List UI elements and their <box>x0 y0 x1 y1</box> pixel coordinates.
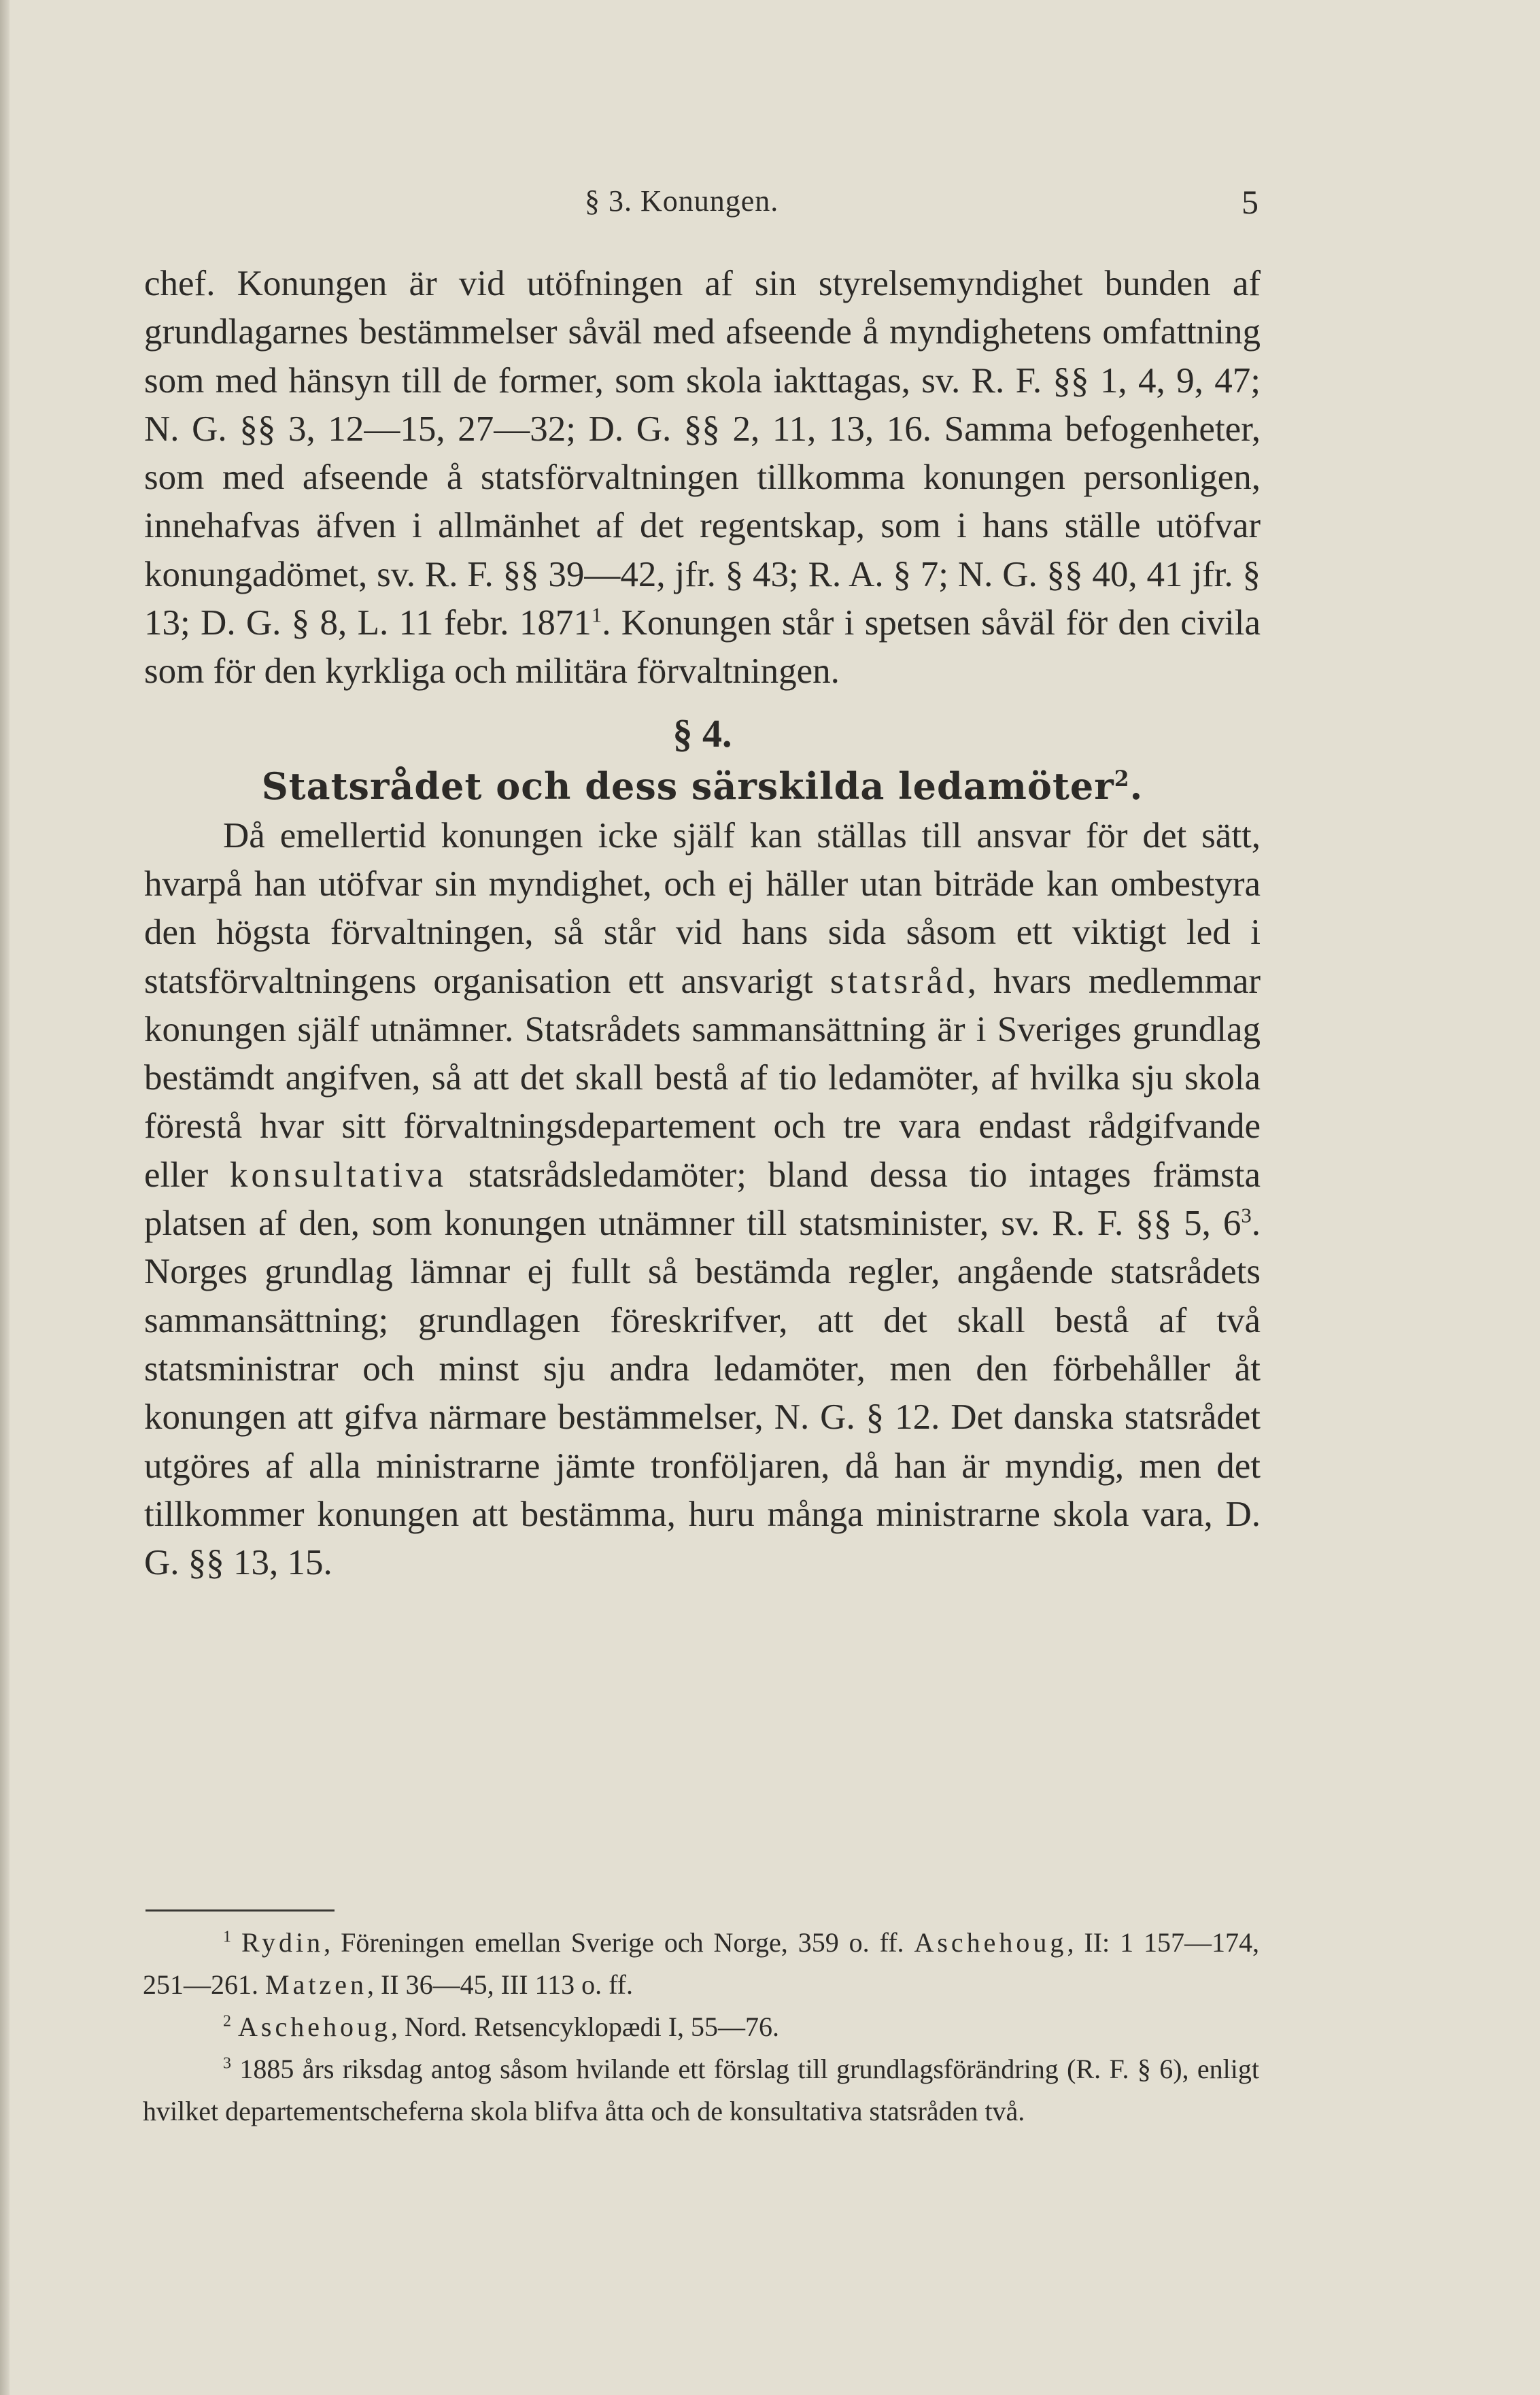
footnote-ref: 3 <box>1241 1204 1252 1227</box>
footnote-number: 1 <box>223 1928 231 1946</box>
page-number: 5 <box>1242 183 1259 221</box>
footnote-author: Matzen <box>265 1969 367 2000</box>
paragraph: chef. Konungen är vid utöfningen af sin styrelsemyndighet bunden af grundlagarnes bestämmelser såväl med afseende å myndighetens omfattning som med hänsyn till de former, som skola iakttagas, sv. R. F. §§ 1, 4, 9, 47; N. G. §§ 3, 12—15, 27—32; D. G. §§ 2, 11, 13, 16. Samma befogenheter, som med afseende å statsförvaltningen tillkomma konungen personligen, innehafvas äfven i allmänhet af det regentskap, som i hans ställe utöfvar konungadömet, sv. R. F. §§ 39—42, jfr. § 43; R. A. § 7; N. G. §§ 40, 41 jfr. § 13; D. G. § 8, L. 11 febr. 1871$^1$. Konungen står i spetsen såväl för den civila som för den kyrkliga och militära förvaltningen. <box>144 264 1261 692</box>
page-edge <box>0 0 10 2395</box>
page-body <box>144 260 1261 1587</box>
paragraph: Då emellertid konungen icke själf kan ställas till ansvar för det sätt, hvarpå han utöfvar sin myndighet, och ej häller utan biträde kan ombestyra den högsta förvaltningen, så står vid hans sida såsom ett viktigt led i statsförvaltningens organisation ett ansvarigt statsråd, hvars medlemmar konungen själf utnämner. Statsrådets sammansättning är i Sveriges grundlag bestämdt angifven, så att det skall bestå af tio ledamöter, af hvilka sju skola förestå hvar sitt förvaltningsdepartement och tre vara endast rådgifvande eller konsultativa statsrådsledamöter; bland dessa tio intages främsta platsen af den, som konungen utnämner till statsminister, sv. R. F. §§ 5, $6^3$. Norges grundlag lämnar ej fullt så bestämda regler, angående statsrådets sammansättning; grundlagen föreskrifver, att det skall bestå af två statsministrar och minst sju andra ledamöter, men den förbehåller åt konungen att gifva närmare bestämmelser, N. G. § 12. Det danska statsrådet utgöres af alla ministrarne jämte tronföljaren, då han är myndig, men det tillkommer konungen att bestämma, huru många ministrarne skola vara, D. G. §§ 13, 15. <box>144 815 1261 1583</box>
footnote-number: 2 <box>223 2012 231 2031</box>
footnote-author: Aschehoug <box>914 1927 1067 1958</box>
running-title: § 3. Konungen. <box>585 184 779 218</box>
section-number: § 4. <box>672 711 732 755</box>
footnote: $^1$ Rydin, Föreningen emellan Sverige och Norge, 359 o. ff. Aschehoug, II: 1 157—174, 251—261. Matzen, II 36—45, III 113 o. ff. <box>143 1927 1260 2000</box>
emphasis-spaced: konsultativa <box>229 1155 447 1195</box>
footnote: $^2$ Aschehoug, Nord. Retsencyklopædi I, 55—76. <box>223 2011 780 2042</box>
footnote-ref: 1 <box>591 603 602 627</box>
footnotes <box>143 1922 1259 2133</box>
footnote-author: Rydin <box>241 1927 324 1958</box>
page-header <box>0 184 1540 231</box>
section-title: Statsrådet och dess särskilda ledamöter$^2$. <box>261 764 1144 808</box>
footnote-number: 3 <box>223 2054 231 2073</box>
footnote-rule <box>146 1909 335 1912</box>
footnote-ref: 2 <box>1114 766 1130 792</box>
footnote-author: Aschehoug <box>238 2011 391 2042</box>
footnote: $^3$ 1885 års riksdag antog såsom hvilande ett förslag till grundlagsförändring (R. F. § 6), enligt hvilket departementscheferna skola blifva åtta och de konsultativa statsråden två. <box>143 2054 1260 2126</box>
emphasis-spaced: statsråd <box>829 961 968 1001</box>
